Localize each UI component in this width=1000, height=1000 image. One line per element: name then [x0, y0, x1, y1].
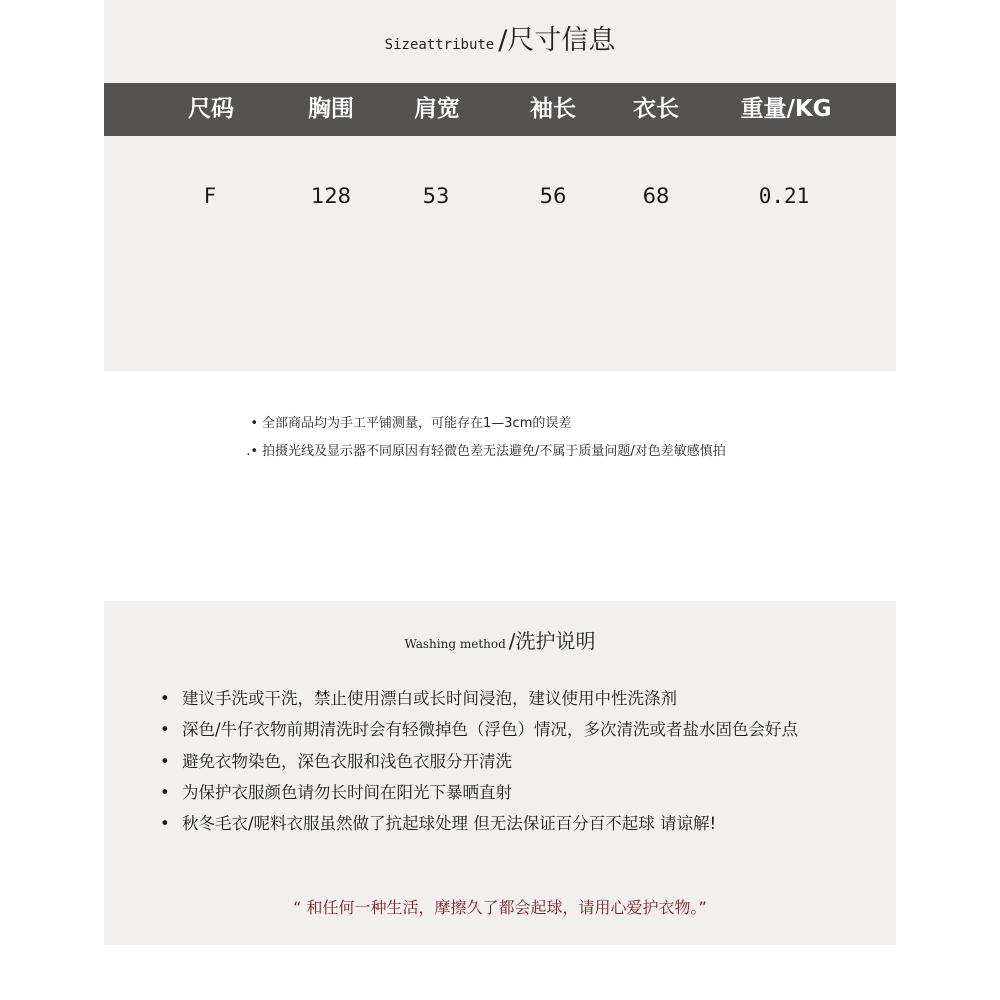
header-sleeve: 袖长	[530, 96, 576, 122]
care-text: 深色/牛仔衣物前期清洗时会有轻微掉色（浮色）情况，多次清洗或者盐水固色会好点	[182, 720, 799, 740]
note-item	[232, 410, 726, 438]
list-item	[160, 714, 798, 745]
note-item	[232, 438, 726, 466]
size-table-header	[104, 83, 896, 136]
cell-chest: 128	[310, 184, 352, 208]
cell-size: F	[203, 184, 217, 208]
care-quote: “ 和任何一种生活，摩擦久了都会起球，请用心爱护衣物。”	[293, 898, 707, 917]
list-item	[160, 777, 798, 808]
header-shoulder: 肩宽	[414, 96, 460, 122]
measurement-notes	[232, 410, 726, 466]
list-item	[160, 746, 798, 777]
care-text: 避免衣物染色，深色衣服和浅色衣服分开清洗	[182, 751, 512, 771]
note-text: 全部商品均为手工平铺测量，可能存在1—3cm的误差	[262, 416, 572, 431]
bullet-icon: •	[250, 416, 258, 431]
wash-title-en: Washing method	[404, 637, 506, 651]
bullet-icon: •	[160, 782, 170, 802]
care-text: 建议手洗或干洗，禁止使用漂白或长时间浸泡，建议使用中性洗涤剂	[182, 689, 677, 708]
care-text: 秋冬毛衣/呢料衣服虽然做了抗起球处理 但无法保证百分百不起球 请谅解!	[182, 814, 717, 834]
header-weight: 重量/KG	[740, 96, 832, 122]
bullet-icon: •	[160, 720, 170, 740]
cell-sleeve: 56	[539, 184, 567, 208]
header-length: 衣长	[633, 96, 679, 122]
cell-length: 68	[642, 184, 670, 208]
bullet-icon: .•	[246, 444, 258, 459]
bullet-icon: •	[160, 751, 170, 771]
list-item	[160, 808, 798, 839]
size-section-title	[104, 18, 896, 57]
wash-title-zh: /洗护说明	[508, 629, 596, 653]
header-chest: 胸围	[308, 96, 354, 122]
size-info-panel	[104, 0, 896, 371]
washing-method-panel	[104, 601, 896, 945]
size-title-zh: /尺寸信息	[498, 25, 616, 56]
wash-section-title	[104, 625, 896, 654]
care-text: 为保护衣服颜色请勿长时间在阳光下暴晒直射	[182, 782, 512, 802]
note-text: 拍摄光线及显示器不同原因有轻微色差无法避免/不属于质量问题/对色差敏感慎拍	[262, 444, 726, 459]
cell-shoulder: 53	[422, 184, 450, 208]
bullet-icon: •	[160, 814, 170, 834]
header-size: 尺码	[188, 96, 234, 122]
care-instructions-list	[160, 683, 798, 839]
size-table-row	[104, 181, 896, 211]
list-item	[160, 683, 798, 714]
bullet-icon: •	[160, 689, 170, 708]
size-title-en: Sizeattribute	[384, 37, 495, 53]
cell-weight: 0.21	[758, 184, 810, 208]
